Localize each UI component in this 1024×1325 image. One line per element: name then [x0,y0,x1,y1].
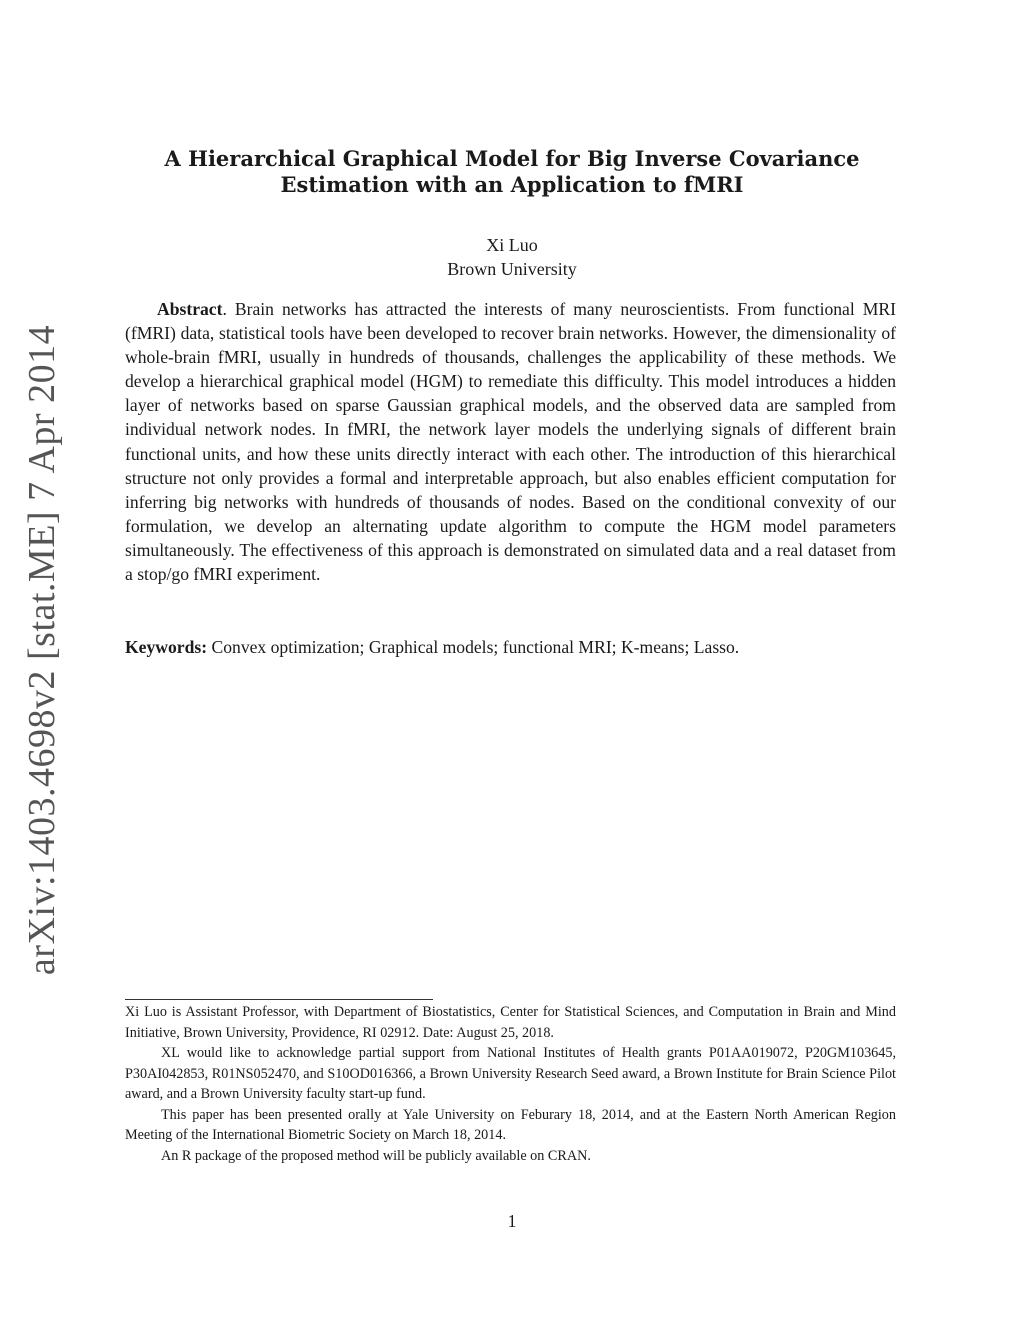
author-affiliation: Brown University [447,259,577,279]
footnote-divider [125,999,433,1000]
abstract-label: Abstract [157,299,223,319]
keywords-text: Convex optimization; Graphical models; functional MRI; K-means; Lasso. [207,637,740,657]
footnote-affiliation: Xi Luo is Assistant Professor, with Department of Biostatistics, Center for Statistical Sciences, and Computation in Brain and Mind Initiative, Brown University, Providence, RI 02912. Date: August 25, 2018. [125,1004,896,1041]
abstract [125,297,896,586]
title-line-1: A Hierarchical Graphical Model for Big Inverse Covariance [164,146,860,171]
arxiv-stamp-text: arXiv:1403.4698v2 [stat.ME] 7 Apr 2014 [21,324,63,976]
title-line-2: Estimation with an Application to fMRI [280,172,744,197]
keywords [125,635,896,659]
page-number: 1 [507,1211,517,1231]
footnotes [125,1002,896,1166]
paper-title [125,146,899,198]
abstract-text: . Brain networks has attracted the interests of many neuroscientists. From functional MRI (fMRI) data, statistical tools have been developed to recover brain networks. However, the dimensionality of whole-brain fMRI, usually in hundreds of thousands, challenges the applicability of these methods. We develop a hierarchical graphical model (HGM) to remediate this difficulty. This model introduces a hidden layer of networks based on sparse Gaussian graphical models, and the observed data are sampled from individual network nodes. In fMRI, the network layer models the underlying signals of different brain functional units, and how these units directly interact with each other. The introduction of this hierarchical structure not only provides a formal and interpretable approach, but also enables efficient computation for inferring big networks with hundreds of thousands of nodes. Based on the conditional convexity of our formulation, we develop an alternating update algorithm to compute the HGM model parameters simultaneously. The effectiveness of this approach is demonstrated on simulated data and a real dataset from a stop/go fMRI experiment. [125,299,896,585]
footnote-presentation: This paper has been presented orally at Yale University on Feburary 18, 2014, and at the Eastern North American Region Meeting of the International Biometric Society on March 18, 2014. [125,1106,896,1143]
keywords-label: Keywords: [125,637,208,657]
author-block [125,233,899,281]
author-name: Xi Luo [486,235,538,255]
footnote-funding: XL would like to acknowledge partial support from National Institutes of Health grants P01AA019072, P20GM103645, P30AI042853, R01NS052470, and S10OD016366, a Brown University Research Seed award, a Brown Institute for Brain Science Pilot award, and a Brown University faculty start-up fund. [125,1045,896,1102]
footnote-software: An R package of the proposed method will be publicly available on CRAN. [161,1147,591,1164]
